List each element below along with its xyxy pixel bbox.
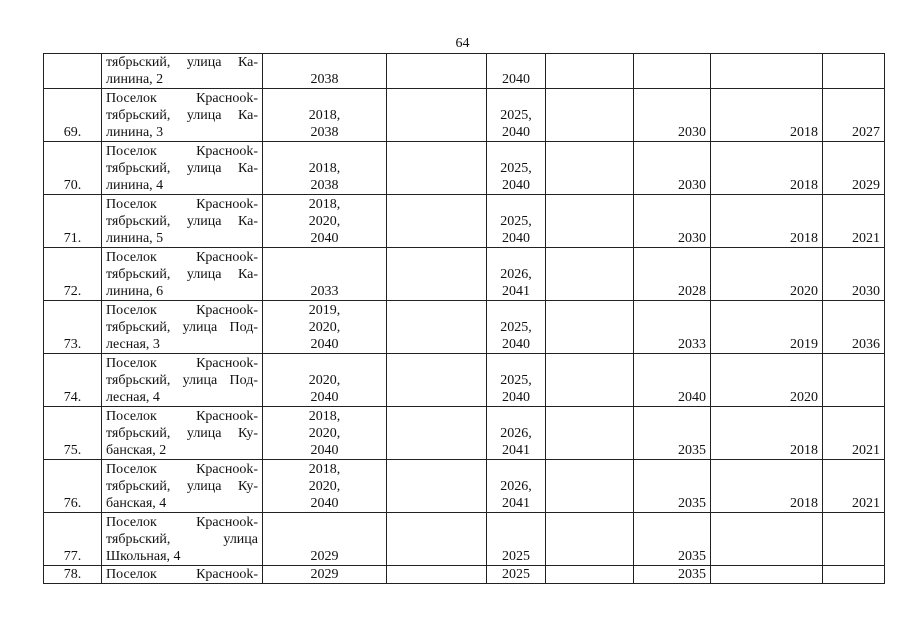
year-cell-c7 (634, 407, 711, 460)
year-cell-c6 (546, 54, 634, 89)
address-cell (102, 89, 263, 142)
year-cell-c3 (263, 354, 387, 407)
address-line: Поселок Краснооk- (106, 462, 258, 477)
year-value: 2030 (852, 284, 880, 299)
year-cell-c7 (634, 89, 711, 142)
year-value: 2040 (502, 337, 530, 352)
year-value: 2040 (310, 496, 339, 511)
year-value: 2040 (310, 231, 339, 246)
year-value: 2020, (308, 320, 341, 335)
address-line: тябрьский, улица Под- (106, 373, 258, 388)
year-cell-c7 (634, 142, 711, 195)
year-cell-c4 (387, 89, 487, 142)
table-row (44, 513, 885, 566)
year-cell-c4 (387, 407, 487, 460)
year-value: 2025, (500, 214, 532, 229)
year-value: 2029 (852, 178, 880, 193)
year-value: 2029 (310, 549, 339, 564)
table-row (44, 54, 885, 89)
year-cell-c9 (823, 301, 885, 354)
row-number: 75. (63, 443, 82, 458)
year-cell-c3 (263, 142, 387, 195)
year-value: 2025, (500, 373, 532, 388)
year-value: 2018, (308, 197, 341, 212)
address-line: Поселок Краснооk- (106, 197, 258, 212)
table-body (44, 54, 885, 584)
year-value: 2025, (500, 161, 532, 176)
year-cell-c3 (263, 195, 387, 248)
table-row (44, 566, 885, 584)
year-value: 2040 (310, 390, 339, 405)
year-cell-c8 (711, 54, 823, 89)
schedule-table (43, 53, 885, 584)
address-line: линина, 5 (106, 231, 164, 246)
year-cell-c7 (634, 513, 711, 566)
address-cell (102, 248, 263, 301)
address-line: тябрьский, улица Под- (106, 320, 258, 335)
year-value: 2018, (308, 409, 341, 424)
address-line: Поселок Краснооk- (106, 144, 258, 159)
row-number: 77. (63, 549, 82, 564)
year-cell-c9 (823, 407, 885, 460)
row-number: 74. (63, 390, 82, 405)
table-row (44, 195, 885, 248)
year-value: 2038 (310, 125, 339, 140)
year-value: 2018 (790, 178, 818, 193)
year-value: 2019, (308, 303, 341, 318)
address-line: Поселок Краснооk- (106, 250, 258, 265)
year-value: 2025 (502, 567, 530, 582)
year-cell-c3 (263, 89, 387, 142)
year-value: 2018, (308, 108, 341, 123)
year-value: 2020, (308, 373, 341, 388)
year-value: 2018, (308, 161, 341, 176)
address-cell (102, 460, 263, 513)
year-cell-c9 (823, 513, 885, 566)
year-value: 2033 (678, 337, 706, 352)
year-value: 2018, (308, 462, 341, 477)
year-cell-c4 (387, 513, 487, 566)
year-value: 2018 (790, 496, 818, 511)
year-cell-c6 (546, 195, 634, 248)
year-cell-c3 (263, 248, 387, 301)
address-line: банская, 4 (106, 496, 167, 511)
year-value: 2040 (678, 390, 706, 405)
table-row (44, 407, 885, 460)
year-cell-c8 (711, 248, 823, 301)
year-value: 2027 (852, 125, 880, 140)
year-value: 2020 (790, 284, 818, 299)
address-line: Поселок Краснооk- (106, 567, 258, 582)
year-cell-c7 (634, 248, 711, 301)
year-value: 2036 (852, 337, 880, 352)
row-number-cell (44, 354, 102, 407)
address-line: тябрьский, улица Ка- (106, 161, 258, 176)
year-value: 2021 (852, 496, 880, 511)
address-line: Поселок Краснооk- (106, 303, 258, 318)
year-cell-c7 (634, 54, 711, 89)
row-number-cell (44, 248, 102, 301)
address-line: линина, 2 (106, 72, 164, 87)
year-cell-c8 (711, 354, 823, 407)
year-value: 2040 (310, 443, 339, 458)
year-cell-c9 (823, 248, 885, 301)
year-value: 2030 (678, 125, 706, 140)
row-number-cell (44, 54, 102, 89)
year-value: 2028 (678, 284, 706, 299)
row-number: 73. (63, 337, 82, 352)
year-cell-c5 (487, 142, 546, 195)
year-cell-c4 (387, 566, 487, 584)
year-value: 2030 (678, 178, 706, 193)
address-cell (102, 566, 263, 584)
address-line: Поселок Краснооk- (106, 91, 258, 106)
row-number: 76. (63, 496, 82, 511)
year-cell-c6 (546, 248, 634, 301)
year-cell-c9 (823, 195, 885, 248)
year-cell-c5 (487, 54, 546, 89)
year-cell-c3 (263, 407, 387, 460)
address-cell (102, 54, 263, 89)
year-value: 2041 (502, 284, 530, 299)
year-value: 2030 (678, 231, 706, 246)
year-value: 2035 (678, 567, 706, 582)
year-cell-c5 (487, 513, 546, 566)
address-line: тябрьский, улица Ка- (106, 55, 258, 70)
year-cell-c3 (263, 513, 387, 566)
year-value: 2029 (310, 567, 339, 582)
year-cell-c6 (546, 460, 634, 513)
row-number-cell (44, 301, 102, 354)
year-cell-c6 (546, 142, 634, 195)
table-row (44, 89, 885, 142)
year-cell-c5 (487, 354, 546, 407)
year-cell-c9 (823, 89, 885, 142)
address-cell (102, 407, 263, 460)
address-line: лесная, 4 (106, 390, 160, 405)
year-cell-c5 (487, 195, 546, 248)
year-value: 2020, (308, 479, 341, 494)
year-cell-c4 (387, 460, 487, 513)
year-value: 2035 (678, 443, 706, 458)
year-cell-c6 (546, 566, 634, 584)
year-cell-c6 (546, 513, 634, 566)
year-value: 2020, (308, 214, 341, 229)
year-cell-c9 (823, 354, 885, 407)
year-value: 2025 (502, 549, 530, 564)
address-line: Поселок Краснооk- (106, 356, 258, 371)
year-cell-c8 (711, 142, 823, 195)
address-cell (102, 513, 263, 566)
year-cell-c9 (823, 54, 885, 89)
row-number-cell (44, 89, 102, 142)
year-value: 2026, (500, 267, 532, 282)
year-cell-c8 (711, 195, 823, 248)
year-cell-c7 (634, 354, 711, 407)
year-cell-c4 (387, 354, 487, 407)
year-value: 2041 (502, 496, 530, 511)
address-cell (102, 195, 263, 248)
table-row (44, 142, 885, 195)
year-cell-c5 (487, 566, 546, 584)
year-cell-c7 (634, 460, 711, 513)
year-cell-c9 (823, 142, 885, 195)
row-number-cell (44, 142, 102, 195)
year-cell-c7 (634, 301, 711, 354)
address-line: тябрьский, улица Ка- (106, 267, 258, 282)
year-value: 2040 (502, 72, 530, 87)
year-value: 2038 (310, 72, 339, 87)
row-number-cell (44, 566, 102, 584)
year-cell-c3 (263, 301, 387, 354)
year-cell-c8 (711, 407, 823, 460)
address-line: Поселок Краснооk- (106, 515, 258, 530)
year-cell-c9 (823, 566, 885, 584)
address-line: тябрьский, улица (106, 532, 258, 547)
year-cell-c6 (546, 301, 634, 354)
year-value: 2033 (310, 284, 339, 299)
year-cell-c6 (546, 354, 634, 407)
year-cell-c6 (546, 89, 634, 142)
row-number-cell (44, 460, 102, 513)
address-line: тябрьский, улица Ку- (106, 479, 258, 494)
year-cell-c5 (487, 248, 546, 301)
year-cell-c4 (387, 142, 487, 195)
address-line: банская, 2 (106, 443, 167, 458)
year-cell-c8 (711, 460, 823, 513)
year-cell-c6 (546, 407, 634, 460)
row-number-cell (44, 407, 102, 460)
year-cell-c3 (263, 460, 387, 513)
address-line: тябрьский, улица Ку- (106, 426, 258, 441)
year-cell-c7 (634, 195, 711, 248)
year-value: 2035 (678, 549, 706, 564)
year-value: 2025, (500, 320, 532, 335)
year-value: 2041 (502, 443, 530, 458)
row-number-cell (44, 513, 102, 566)
row-number: 78. (63, 567, 82, 582)
year-cell-c4 (387, 195, 487, 248)
address-line: линина, 4 (106, 178, 164, 193)
address-line: тябрьский, улица Ка- (106, 214, 258, 229)
year-value: 2026, (500, 479, 532, 494)
year-cell-c8 (711, 89, 823, 142)
row-number-cell (44, 195, 102, 248)
year-value: 2020, (308, 426, 341, 441)
year-value: 2040 (502, 231, 530, 246)
year-value: 2018 (790, 125, 818, 140)
address-line: Поселок Краснооk- (106, 409, 258, 424)
address-cell (102, 301, 263, 354)
year-cell-c3 (263, 566, 387, 584)
address-line: тябрьский, улица Ка- (106, 108, 258, 123)
address-cell (102, 354, 263, 407)
year-value: 2018 (790, 443, 818, 458)
row-number: 69. (63, 125, 82, 140)
year-value: 2040 (502, 178, 530, 193)
year-cell-c7 (634, 566, 711, 584)
table-row (44, 460, 885, 513)
row-number: 72. (63, 284, 82, 299)
year-value: 2021 (852, 231, 880, 246)
year-value: 2018 (790, 231, 818, 246)
row-number: 70. (63, 178, 82, 193)
table-row (44, 248, 885, 301)
address-line: лесная, 3 (106, 337, 160, 352)
year-cell-c4 (387, 248, 487, 301)
year-value: 2020 (790, 390, 818, 405)
year-cell-c4 (387, 301, 487, 354)
year-cell-c5 (487, 407, 546, 460)
year-cell-c4 (387, 54, 487, 89)
address-line: линина, 6 (106, 284, 164, 299)
table-row (44, 301, 885, 354)
year-value: 2021 (852, 443, 880, 458)
table-row (44, 354, 885, 407)
year-cell-c5 (487, 460, 546, 513)
address-cell (102, 142, 263, 195)
year-value: 2040 (310, 337, 339, 352)
row-number: 71. (63, 231, 82, 246)
year-value: 2035 (678, 496, 706, 511)
year-cell-c5 (487, 89, 546, 142)
year-value: 2019 (790, 337, 818, 352)
year-value: 2040 (502, 390, 530, 405)
year-value: 2026, (500, 426, 532, 441)
year-cell-c8 (711, 301, 823, 354)
year-value: 2038 (310, 178, 339, 193)
year-value: 2040 (502, 125, 530, 140)
year-cell-c9 (823, 460, 885, 513)
page-number: 64 (455, 36, 470, 51)
year-cell-c8 (711, 566, 823, 584)
year-cell-c5 (487, 301, 546, 354)
year-value: 2025, (500, 108, 532, 123)
year-cell-c8 (711, 513, 823, 566)
year-cell-c3 (263, 54, 387, 89)
address-line: Школьная, 4 (106, 549, 181, 564)
address-line: линина, 3 (106, 125, 164, 140)
